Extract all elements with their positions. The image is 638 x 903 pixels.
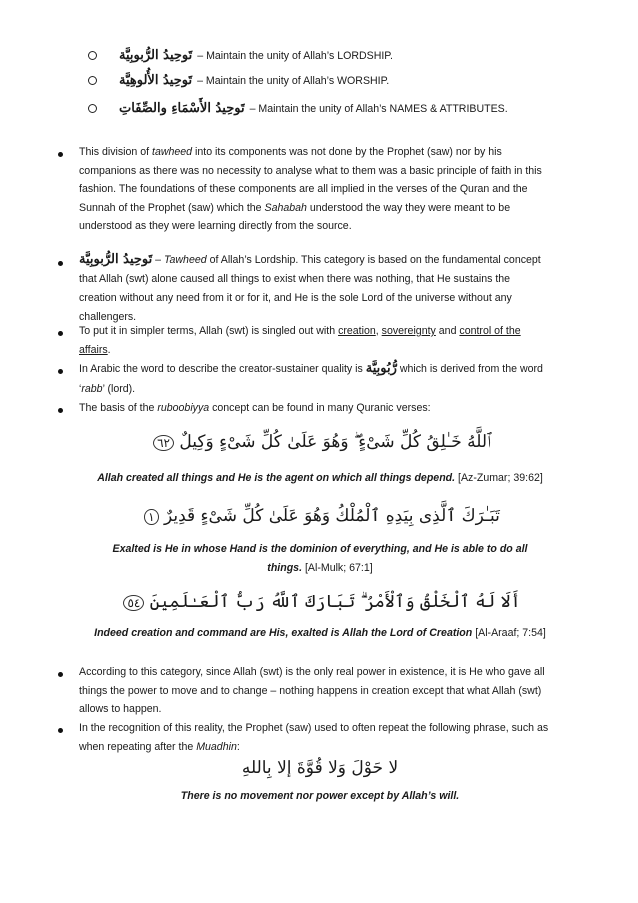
term-sahabah: Sahabah [264,201,307,214]
text: . [107,343,111,356]
bullet-icon [58,331,63,336]
circle-bullet-icon [88,104,97,113]
sub-item-names [88,101,508,116]
translation-text: Indeed creation and command are His, exalted is Allah the Lord of Creation [94,627,473,639]
paragraph-simpler-terms [79,322,549,359]
term-ruboobiyya: ruboobiyya [157,402,210,414]
paragraph-recognition [79,719,549,756]
text: The basis of the [79,402,158,414]
term-control: control of the affairs [79,325,521,356]
text: This division of [79,146,153,158]
verse-arabic: ٱللَّهُ خَـٰلِقُ كُلِّ شَىْءٍ ۖ وَهُوَ عَلَىٰ كُلِّ شَىْءٍ وَكِيلٌ [179,432,491,452]
text: – [152,254,165,266]
paragraph-ruboobiyya [79,250,549,327]
quran-verse-araaf [60,591,580,612]
paragraph-basis [79,399,549,418]
bullet-icon [58,728,63,733]
circle-bullet-icon [88,51,97,60]
quran-verse-zumar [60,432,580,452]
text: which is derived from the word ‘ [79,363,543,395]
sub-item-lordship [88,48,393,63]
text: To put it in simpler terms, Allah (swt) is singled out with [79,325,339,337]
verse-number-icon: ٦٢ [153,435,174,451]
circle-bullet-icon [88,76,97,85]
text: In Arabic the word to describe the creator-sustainer quality is [79,363,366,375]
translation-zumar [60,469,580,488]
phrase-arabic: لا حَوْلَ وَلا قُوَّةَ إلا بِاللهِ [241,758,399,778]
paragraph-division [79,143,549,236]
term-tawheed: Tawheed [164,254,207,266]
term-sovereignty: sovereignty [381,325,436,337]
text: into its components was not done by the Prophet (saw) nor by his companions as there was no necessity to analyse what to them was a basic principle of faith in this fashion. The foundations of these components are all implied in the verses of the Quran and the Sunnah of the Prophet (saw) which the [79,146,542,214]
text: : [236,740,240,753]
sub-item-text: – Maintain the unity of Allah’s NAMES & ATTRIBUTES. [249,102,508,115]
text: ’ (lord). [102,383,136,395]
text: concept can be found in many Quranic verses: [209,402,431,414]
bullet-icon [58,261,63,266]
translation-araaf [60,624,580,643]
translation-mulk [110,540,530,577]
paragraph-arabic-word [79,359,549,399]
quran-verse-mulk [60,505,580,526]
term-rabb: rabb [81,383,103,395]
text: , [375,325,382,337]
paragraph-only-power: According to this category, since Allah (swt) is the only real power in existence, it is He who gave all things the power to move and to change – nothing happens in creation except that what Allah (swt) allows to happen. [79,666,545,716]
text: of Allah’s Lordship. This category is based on the fundamental concept that Allah (swt) alone caused all things to exist when there was nothing, that He sustains the creation without any need from it or for it, and He is the sole Lord of the universe without any challengers. [79,254,541,323]
text: and [435,325,460,337]
text: understood the way they were meant to be understood as they were learning directly from the source. [79,201,511,233]
bullet-icon [58,152,63,157]
phrase-translation [60,787,580,806]
bullet-icon [58,369,63,374]
arabic-term: تَوحِيدُ الأَسْمَاءِ والصِّفَاتِ [119,101,245,116]
verse-arabic: تَبَـٰرَكَ ٱلَّذِى بِيَدِهِ ٱلْمُلْكُ وَهُوَ عَلَىٰ كُلِّ شَىْءٍ قَدِيرٌ [163,506,500,526]
verse-reference: [Az-Zumar; 39:62] [455,472,543,484]
translation-text: There is no movement nor power except by Allah’s will. [180,790,460,802]
term-muadhin: Muadhin [196,740,237,753]
arabic-term: تَوحِيدُ الأُلوهِيَّة [119,73,193,88]
translation-text: Allah created all things and He is the agent on which all things depend. [97,472,456,484]
term-tawheed: tawheed [152,146,193,158]
arabic-term: رُّبُوبِيَّة [365,361,397,376]
verse-reference: [Al-Araaf; 7:54] [472,627,546,639]
sub-item-worship [88,73,389,88]
bullet-icon [58,408,63,413]
bullet-icon [58,672,63,677]
term-creation: creation [338,325,376,337]
verse-reference: [Al-Mulk; 67:1] [302,561,373,574]
verse-number-icon: ٥٤ [123,595,144,611]
arabic-term: تَوحِيدُ الرُّبوبِيَّة [119,48,193,63]
sub-item-text: – Maintain the unity of Allah’s LORDSHIP. [197,49,393,62]
verse-arabic: أَلَا لَهُ ٱلْخَلْقُ وَٱلْأَمْرُ ۗ تَبَارَكَ ٱللَّهُ رَبُّ ٱلْعَـٰلَمِينَ [149,592,521,612]
verse-number-icon: ١ [144,509,158,525]
arabic-term: تَوحِيدُ الرُّبوبِيَّة [79,252,153,267]
translation-text: Exalted is He in whose Hand is the dominion of everything, and He is able to do all things. [112,543,528,574]
sub-item-text: – Maintain the unity of Allah’s WORSHIP. [197,74,390,87]
text: In the recognition of this reality, the Prophet (saw) used to often repeat the following phrase, such as when repeating after the [79,722,549,753]
